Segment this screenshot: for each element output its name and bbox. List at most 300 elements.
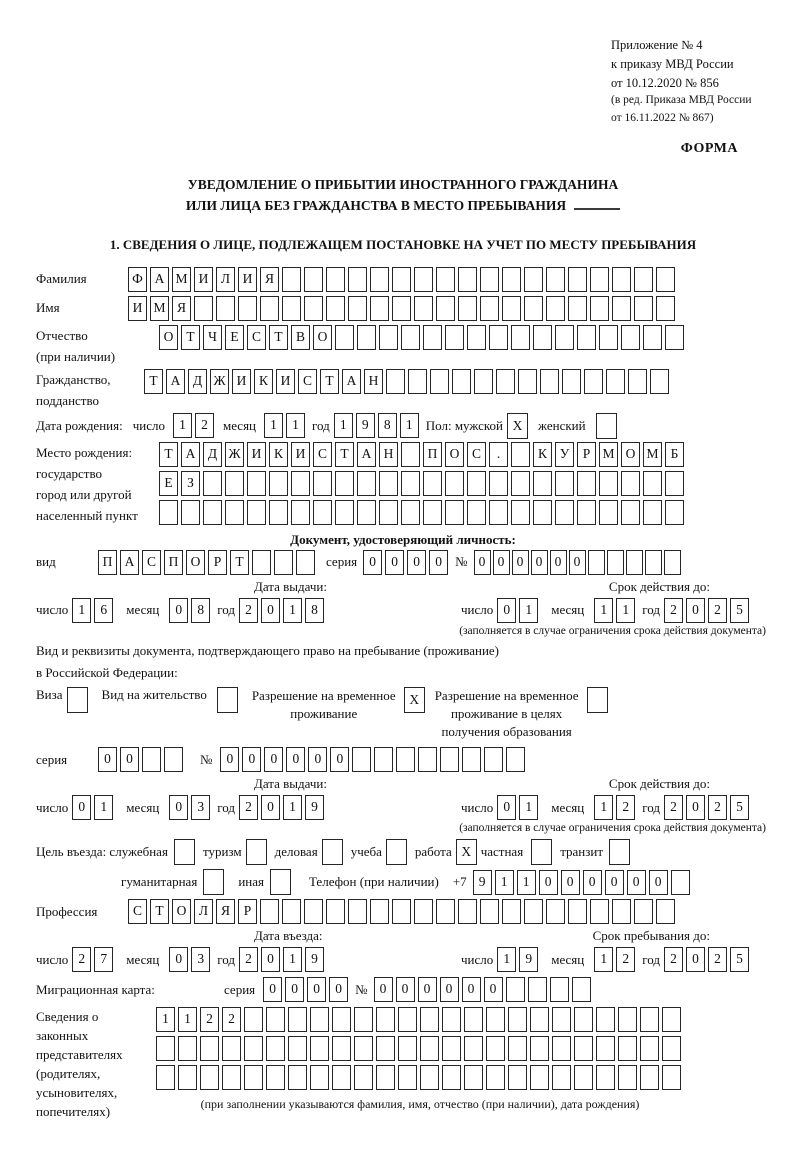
char-box[interactable]: 1 <box>519 795 538 820</box>
char-box[interactable]: С <box>298 369 317 394</box>
char-box[interactable] <box>590 267 609 292</box>
char-box[interactable]: 2 <box>239 947 258 972</box>
char-box[interactable]: 1 <box>156 1007 175 1032</box>
char-box[interactable]: 0 <box>497 795 516 820</box>
char-box[interactable] <box>612 296 631 321</box>
char-box[interactable]: К <box>269 442 288 467</box>
char-box[interactable] <box>518 369 537 394</box>
char-box[interactable] <box>643 500 662 525</box>
char-box[interactable]: 2 <box>616 947 635 972</box>
char-box[interactable] <box>401 442 420 467</box>
char-box[interactable]: 0 <box>263 977 282 1002</box>
char-box[interactable] <box>200 1065 219 1090</box>
char-box[interactable]: К <box>254 369 273 394</box>
char-box[interactable] <box>291 500 310 525</box>
char-box[interactable] <box>420 1036 439 1061</box>
char-box[interactable] <box>628 369 647 394</box>
char-box[interactable]: 0 <box>264 747 283 772</box>
char-box[interactable] <box>440 747 459 772</box>
char-box[interactable] <box>671 870 690 895</box>
char-box[interactable]: О <box>159 325 178 350</box>
char-box[interactable] <box>244 1065 263 1090</box>
char-box[interactable]: С <box>142 550 161 575</box>
char-box[interactable]: 0 <box>385 550 404 575</box>
char-box[interactable] <box>203 471 222 496</box>
char-box[interactable] <box>370 267 389 292</box>
char-box[interactable]: 0 <box>363 550 382 575</box>
char-box[interactable]: Я <box>216 899 235 924</box>
char-box[interactable] <box>574 1036 593 1061</box>
char-box[interactable] <box>357 325 376 350</box>
char-box[interactable] <box>546 296 565 321</box>
char-box[interactable] <box>590 899 609 924</box>
char-box[interactable] <box>486 1007 505 1032</box>
char-box[interactable]: 8 <box>378 413 397 438</box>
char-box[interactable] <box>398 1036 417 1061</box>
char-box[interactable]: 0 <box>286 747 305 772</box>
char-box[interactable] <box>596 1007 615 1032</box>
char-box[interactable] <box>326 296 345 321</box>
char-box[interactable] <box>354 1007 373 1032</box>
char-box[interactable] <box>392 296 411 321</box>
char-box[interactable] <box>489 325 508 350</box>
rabota-checkbox[interactable]: X <box>456 839 477 865</box>
char-box[interactable] <box>332 1036 351 1061</box>
temp-permit-checkbox[interactable]: X <box>404 687 425 713</box>
char-box[interactable] <box>665 500 684 525</box>
char-box[interactable] <box>266 1007 285 1032</box>
char-box[interactable]: А <box>150 267 169 292</box>
char-box[interactable] <box>436 899 455 924</box>
char-box[interactable] <box>530 1036 549 1061</box>
char-box[interactable]: 0 <box>497 598 516 623</box>
char-box[interactable] <box>645 550 662 575</box>
char-box[interactable] <box>418 747 437 772</box>
char-box[interactable]: 0 <box>261 598 280 623</box>
residence-checkbox[interactable] <box>217 687 238 713</box>
char-box[interactable]: 0 <box>98 747 117 772</box>
char-box[interactable]: Т <box>159 442 178 467</box>
char-box[interactable]: Я <box>260 267 279 292</box>
char-box[interactable] <box>458 267 477 292</box>
char-box[interactable] <box>244 1007 263 1032</box>
char-box[interactable] <box>398 1065 417 1090</box>
char-box[interactable]: 3 <box>191 795 210 820</box>
gumanitarnaya-checkbox[interactable] <box>203 869 224 895</box>
char-box[interactable] <box>528 977 547 1002</box>
char-box[interactable] <box>621 325 640 350</box>
char-box[interactable]: 9 <box>305 947 324 972</box>
char-box[interactable]: О <box>621 442 640 467</box>
char-box[interactable]: 2 <box>708 795 727 820</box>
char-box[interactable] <box>572 977 591 1002</box>
char-box[interactable]: 2 <box>616 795 635 820</box>
char-box[interactable] <box>326 267 345 292</box>
char-box[interactable] <box>524 899 543 924</box>
char-box[interactable] <box>423 325 442 350</box>
char-box[interactable]: 0 <box>484 977 503 1002</box>
char-box[interactable] <box>480 296 499 321</box>
char-box[interactable]: 9 <box>473 870 492 895</box>
char-box[interactable] <box>376 1007 395 1032</box>
char-box[interactable]: А <box>120 550 139 575</box>
char-box[interactable]: Р <box>238 899 257 924</box>
char-box[interactable]: 0 <box>440 977 459 1002</box>
char-box[interactable] <box>304 267 323 292</box>
char-box[interactable] <box>662 1036 681 1061</box>
char-box[interactable] <box>584 369 603 394</box>
char-box[interactable]: Д <box>188 369 207 394</box>
char-box[interactable] <box>552 1036 571 1061</box>
char-box[interactable] <box>396 747 415 772</box>
char-box[interactable]: Ж <box>225 442 244 467</box>
char-box[interactable] <box>480 267 499 292</box>
char-box[interactable] <box>398 1007 417 1032</box>
char-box[interactable]: 0 <box>605 870 624 895</box>
char-box[interactable] <box>480 899 499 924</box>
char-box[interactable] <box>533 500 552 525</box>
char-box[interactable] <box>612 267 631 292</box>
char-box[interactable]: 1 <box>497 947 516 972</box>
char-box[interactable]: С <box>313 442 332 467</box>
char-box[interactable] <box>643 471 662 496</box>
char-box[interactable]: 9 <box>356 413 375 438</box>
char-box[interactable]: И <box>276 369 295 394</box>
char-box[interactable] <box>540 369 559 394</box>
char-box[interactable] <box>634 899 653 924</box>
char-box[interactable]: 6 <box>94 598 113 623</box>
char-box[interactable] <box>260 296 279 321</box>
char-box[interactable] <box>401 471 420 496</box>
char-box[interactable] <box>524 296 543 321</box>
char-box[interactable] <box>282 267 301 292</box>
char-box[interactable]: 0 <box>261 947 280 972</box>
char-box[interactable] <box>467 471 486 496</box>
char-box[interactable]: С <box>247 325 266 350</box>
char-box[interactable] <box>590 296 609 321</box>
char-box[interactable] <box>596 1036 615 1061</box>
char-box[interactable] <box>550 977 569 1002</box>
char-box[interactable]: Т <box>150 899 169 924</box>
char-box[interactable] <box>288 1065 307 1090</box>
char-box[interactable] <box>414 899 433 924</box>
char-box[interactable]: 1 <box>495 870 514 895</box>
char-box[interactable] <box>489 500 508 525</box>
char-box[interactable]: 2 <box>239 598 258 623</box>
char-box[interactable]: Б <box>665 442 684 467</box>
char-box[interactable] <box>634 296 653 321</box>
char-box[interactable] <box>511 500 530 525</box>
char-box[interactable]: 1 <box>594 598 613 623</box>
char-box[interactable] <box>484 747 503 772</box>
temp-edu-checkbox[interactable] <box>587 687 608 713</box>
char-box[interactable]: Д <box>203 442 222 467</box>
char-box[interactable] <box>662 1007 681 1032</box>
char-box[interactable]: Т <box>335 442 354 467</box>
char-box[interactable] <box>555 471 574 496</box>
char-box[interactable]: И <box>247 442 266 467</box>
char-box[interactable] <box>665 325 684 350</box>
char-box[interactable] <box>414 296 433 321</box>
char-box[interactable] <box>467 500 486 525</box>
char-box[interactable] <box>379 500 398 525</box>
char-box[interactable] <box>458 296 477 321</box>
char-box[interactable]: Т <box>144 369 163 394</box>
char-box[interactable]: 1 <box>616 598 635 623</box>
char-box[interactable]: 0 <box>329 977 348 1002</box>
char-box[interactable] <box>577 500 596 525</box>
char-box[interactable] <box>348 296 367 321</box>
char-box[interactable] <box>577 471 596 496</box>
char-box[interactable] <box>282 899 301 924</box>
char-box[interactable] <box>464 1007 483 1032</box>
char-box[interactable] <box>222 1065 241 1090</box>
char-box[interactable] <box>374 747 393 772</box>
char-box[interactable]: 0 <box>462 977 481 1002</box>
sluzhebnaya-checkbox[interactable] <box>174 839 195 865</box>
char-box[interactable]: 0 <box>686 947 705 972</box>
char-box[interactable] <box>420 1007 439 1032</box>
char-box[interactable]: М <box>599 442 618 467</box>
inaya-checkbox[interactable] <box>270 869 291 895</box>
char-box[interactable]: И <box>291 442 310 467</box>
char-box[interactable] <box>508 1007 527 1032</box>
char-box[interactable] <box>464 1065 483 1090</box>
char-box[interactable]: Е <box>225 325 244 350</box>
char-box[interactable] <box>599 325 618 350</box>
char-box[interactable] <box>555 325 574 350</box>
char-box[interactable] <box>502 899 521 924</box>
char-box[interactable] <box>423 500 442 525</box>
char-box[interactable] <box>618 1007 637 1032</box>
char-box[interactable] <box>502 296 521 321</box>
char-box[interactable] <box>386 369 405 394</box>
char-box[interactable] <box>464 1036 483 1061</box>
char-box[interactable] <box>612 899 631 924</box>
char-box[interactable] <box>664 550 681 575</box>
char-box[interactable] <box>552 1007 571 1032</box>
char-box[interactable] <box>335 500 354 525</box>
char-box[interactable]: Т <box>269 325 288 350</box>
char-box[interactable] <box>370 296 389 321</box>
char-box[interactable]: А <box>181 442 200 467</box>
char-box[interactable]: 0 <box>569 550 586 575</box>
char-box[interactable] <box>354 1036 373 1061</box>
char-box[interactable]: 2 <box>72 947 91 972</box>
char-box[interactable] <box>506 747 525 772</box>
char-box[interactable] <box>489 471 508 496</box>
char-box[interactable] <box>178 1036 197 1061</box>
char-box[interactable]: 5 <box>730 795 749 820</box>
char-box[interactable] <box>357 471 376 496</box>
char-box[interactable]: 1 <box>594 795 613 820</box>
char-box[interactable] <box>621 500 640 525</box>
char-box[interactable]: 3 <box>191 947 210 972</box>
char-box[interactable]: Т <box>320 369 339 394</box>
char-box[interactable]: 1 <box>517 870 536 895</box>
char-box[interactable] <box>486 1036 505 1061</box>
char-box[interactable] <box>662 1065 681 1090</box>
char-box[interactable] <box>640 1007 659 1032</box>
char-box[interactable] <box>401 500 420 525</box>
char-box[interactable]: 1 <box>72 598 91 623</box>
char-box[interactable]: . <box>489 442 508 467</box>
char-box[interactable]: И <box>194 267 213 292</box>
char-box[interactable]: А <box>357 442 376 467</box>
char-box[interactable] <box>486 1065 505 1090</box>
char-box[interactable]: 1 <box>400 413 419 438</box>
char-box[interactable]: 8 <box>191 598 210 623</box>
char-box[interactable]: 1 <box>173 413 192 438</box>
char-box[interactable] <box>335 325 354 350</box>
char-box[interactable]: 2 <box>664 795 683 820</box>
char-box[interactable] <box>533 471 552 496</box>
char-box[interactable]: 0 <box>396 977 415 1002</box>
char-box[interactable]: 0 <box>308 747 327 772</box>
char-box[interactable]: 1 <box>286 413 305 438</box>
char-box[interactable]: Ж <box>210 369 229 394</box>
char-box[interactable]: 2 <box>708 598 727 623</box>
char-box[interactable]: 1 <box>283 598 302 623</box>
char-box[interactable] <box>502 267 521 292</box>
char-box[interactable] <box>568 899 587 924</box>
char-box[interactable]: 0 <box>531 550 548 575</box>
char-box[interactable] <box>288 1007 307 1032</box>
char-box[interactable] <box>643 325 662 350</box>
char-box[interactable] <box>656 267 675 292</box>
char-box[interactable]: К <box>533 442 552 467</box>
female-checkbox[interactable] <box>596 413 617 439</box>
char-box[interactable]: 0 <box>261 795 280 820</box>
char-box[interactable] <box>599 500 618 525</box>
char-box[interactable] <box>326 899 345 924</box>
char-box[interactable] <box>442 1065 461 1090</box>
char-box[interactable]: 0 <box>220 747 239 772</box>
char-box[interactable] <box>222 1036 241 1061</box>
char-box[interactable] <box>508 1036 527 1061</box>
char-box[interactable]: 0 <box>686 598 705 623</box>
char-box[interactable] <box>266 1065 285 1090</box>
char-box[interactable] <box>640 1065 659 1090</box>
char-box[interactable] <box>252 550 271 575</box>
char-box[interactable] <box>260 899 279 924</box>
char-box[interactable] <box>436 296 455 321</box>
char-box[interactable] <box>445 325 464 350</box>
char-box[interactable]: Р <box>577 442 596 467</box>
char-box[interactable]: 1 <box>264 413 283 438</box>
char-box[interactable] <box>313 471 332 496</box>
char-box[interactable] <box>445 500 464 525</box>
char-box[interactable] <box>436 267 455 292</box>
char-box[interactable] <box>225 500 244 525</box>
char-box[interactable] <box>178 1065 197 1090</box>
char-box[interactable]: 1 <box>94 795 113 820</box>
char-box[interactable] <box>216 296 235 321</box>
char-box[interactable]: 0 <box>169 598 188 623</box>
char-box[interactable] <box>269 471 288 496</box>
char-box[interactable] <box>452 369 471 394</box>
char-box[interactable]: С <box>467 442 486 467</box>
char-box[interactable] <box>596 1065 615 1090</box>
char-box[interactable] <box>640 1036 659 1061</box>
char-box[interactable] <box>524 267 543 292</box>
delovaya-checkbox[interactable] <box>322 839 343 865</box>
char-box[interactable] <box>665 471 684 496</box>
char-box[interactable] <box>552 1065 571 1090</box>
tranzit-checkbox[interactable] <box>609 839 630 865</box>
char-box[interactable] <box>618 1036 637 1061</box>
char-box[interactable] <box>574 1007 593 1032</box>
char-box[interactable] <box>156 1065 175 1090</box>
char-box[interactable]: С <box>128 899 147 924</box>
char-box[interactable]: З <box>181 471 200 496</box>
turizm-checkbox[interactable] <box>246 839 267 865</box>
char-box[interactable] <box>414 267 433 292</box>
char-box[interactable] <box>379 471 398 496</box>
char-box[interactable]: О <box>172 899 191 924</box>
char-box[interactable] <box>274 550 293 575</box>
char-box[interactable]: 0 <box>120 747 139 772</box>
char-box[interactable] <box>607 550 624 575</box>
char-box[interactable]: Н <box>364 369 383 394</box>
char-box[interactable]: 0 <box>285 977 304 1002</box>
char-box[interactable] <box>467 325 486 350</box>
char-box[interactable]: Я <box>172 296 191 321</box>
char-box[interactable]: Е <box>159 471 178 496</box>
char-box[interactable] <box>442 1036 461 1061</box>
char-box[interactable] <box>546 267 565 292</box>
char-box[interactable] <box>423 471 442 496</box>
char-box[interactable]: 2 <box>664 598 683 623</box>
char-box[interactable] <box>310 1007 329 1032</box>
char-box[interactable]: 0 <box>407 550 426 575</box>
char-box[interactable]: П <box>164 550 183 575</box>
char-box[interactable] <box>335 471 354 496</box>
char-box[interactable] <box>269 500 288 525</box>
char-box[interactable]: 0 <box>242 747 261 772</box>
visa-checkbox[interactable] <box>67 687 88 713</box>
char-box[interactable]: М <box>643 442 662 467</box>
char-box[interactable] <box>159 500 178 525</box>
char-box[interactable] <box>332 1007 351 1032</box>
char-box[interactable]: И <box>128 296 147 321</box>
char-box[interactable]: Р <box>208 550 227 575</box>
char-box[interactable]: Ф <box>128 267 147 292</box>
char-box[interactable] <box>181 500 200 525</box>
char-box[interactable] <box>370 899 389 924</box>
char-box[interactable] <box>568 267 587 292</box>
chastnaya-checkbox[interactable] <box>531 839 552 865</box>
char-box[interactable] <box>304 899 323 924</box>
char-box[interactable] <box>352 747 371 772</box>
char-box[interactable] <box>282 296 301 321</box>
char-box[interactable] <box>606 369 625 394</box>
char-box[interactable] <box>634 267 653 292</box>
char-box[interactable] <box>656 899 675 924</box>
char-box[interactable] <box>442 1007 461 1032</box>
char-box[interactable] <box>626 550 643 575</box>
char-box[interactable]: 2 <box>664 947 683 972</box>
char-box[interactable] <box>238 296 257 321</box>
char-box[interactable]: 1 <box>334 413 353 438</box>
char-box[interactable]: И <box>232 369 251 394</box>
char-box[interactable]: 0 <box>561 870 580 895</box>
char-box[interactable]: 0 <box>72 795 91 820</box>
char-box[interactable]: 1 <box>283 795 302 820</box>
char-box[interactable] <box>310 1036 329 1061</box>
char-box[interactable] <box>203 500 222 525</box>
char-box[interactable] <box>562 369 581 394</box>
